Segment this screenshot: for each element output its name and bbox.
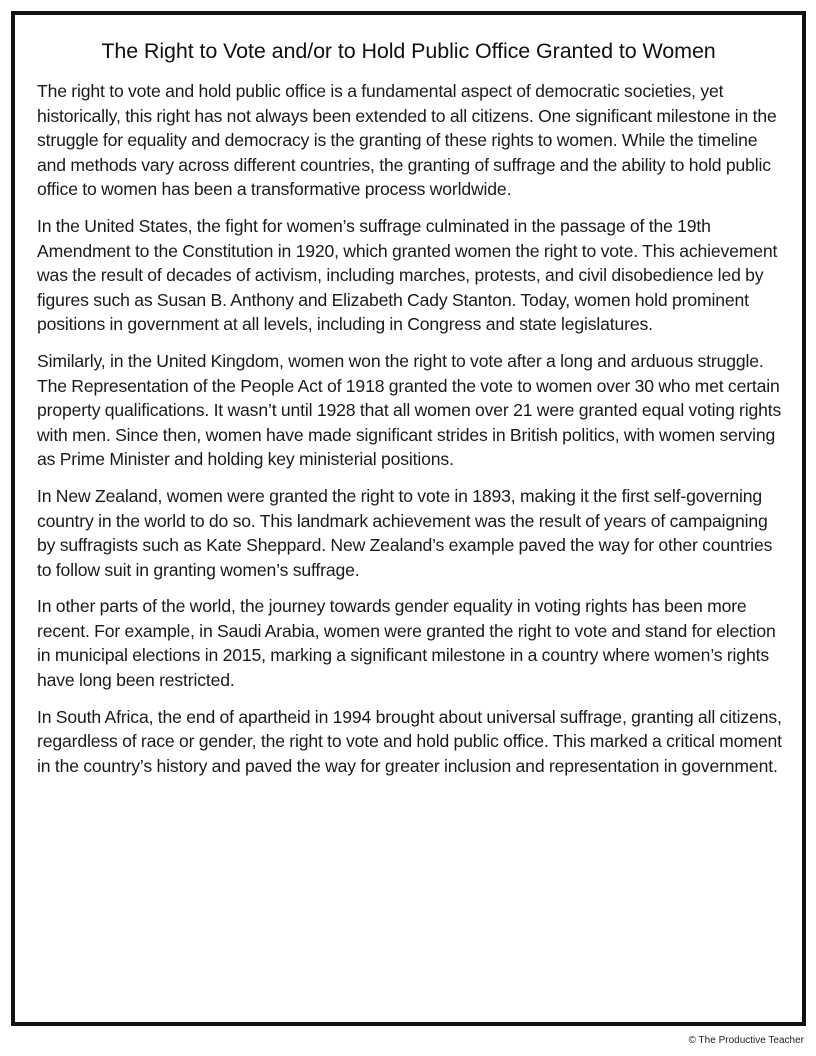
paragraph-new-zealand: In New Zealand, women were granted the right to vote in 1893, making it the first self-governing country in the world to do so. This landmark achievement was the result of years of campaigning by suffragists such as Kate Sheppard. New Zealand’s example paved the way for other countries to follow suit in granting women’s suffrage. [37,485,773,580]
paragraph-united-states: In the United States, the fight for women’s suffrage culminated in the passage of the 19th Amendment to the Constitution in 1920, which granted women the right to vote. This achievement was the result of decades of activism, including marches, protests, and civil disobedience led by figures such as Susan B. Anthony and Elizabeth Cady Stanton. Today, women hold prominent positions in government at all levels, including in Congress and state legislatures. [37,215,778,335]
paragraph-intro: The right to vote and hold public office is a fundamental aspect of democratic societies, yet historically, this right has not always been extended to all citizens. One significant milestone in the struggle for equality and democracy is the granting of these rights to women. While the timeline and methods vary across different countries, the granting of suffrage and the ability to hold public office to women has been a transformative process worldwide. [37,81,777,200]
page-title: The Right to Vote and/or to Hold Public Office Granted to Women [101,39,716,63]
paragraph-saudi-arabia: In other parts of the world, the journey towards gender equality in voting rights has been more recent. For example, in Saudi Arabia, women were granted the right to vote and stand for election in municipal elections in 2015, marking a significant milestone in a country where women’s rights have long been restricted. [37,596,776,691]
paragraph-united-kingdom: Similarly, in the United Kingdom, women won the right to vote after a long and arduous struggle. The Representation of the People Act of 1918 granted the vote to women over 30 who met certain property qualifications. It wasn’t until 1928 that all women over 21 were granted equal voting rights with men. Since then, women have made significant strides in British politics, with women serving as Prime Minister and holding key ministerial positions. [37,350,782,470]
article-body [37,79,789,790]
paragraph-south-africa: In South Africa, the end of apartheid in 1994 brought about universal suffrage, granting all citizens, regardless of race or gender, the right to vote and hold public office. This marked a critical moment in the country’s history and paved the way for greater inclusion and representation in government. [37,706,782,776]
page-border [11,11,806,1026]
copyright-footer: © The Productive Teacher [688,1035,804,1046]
